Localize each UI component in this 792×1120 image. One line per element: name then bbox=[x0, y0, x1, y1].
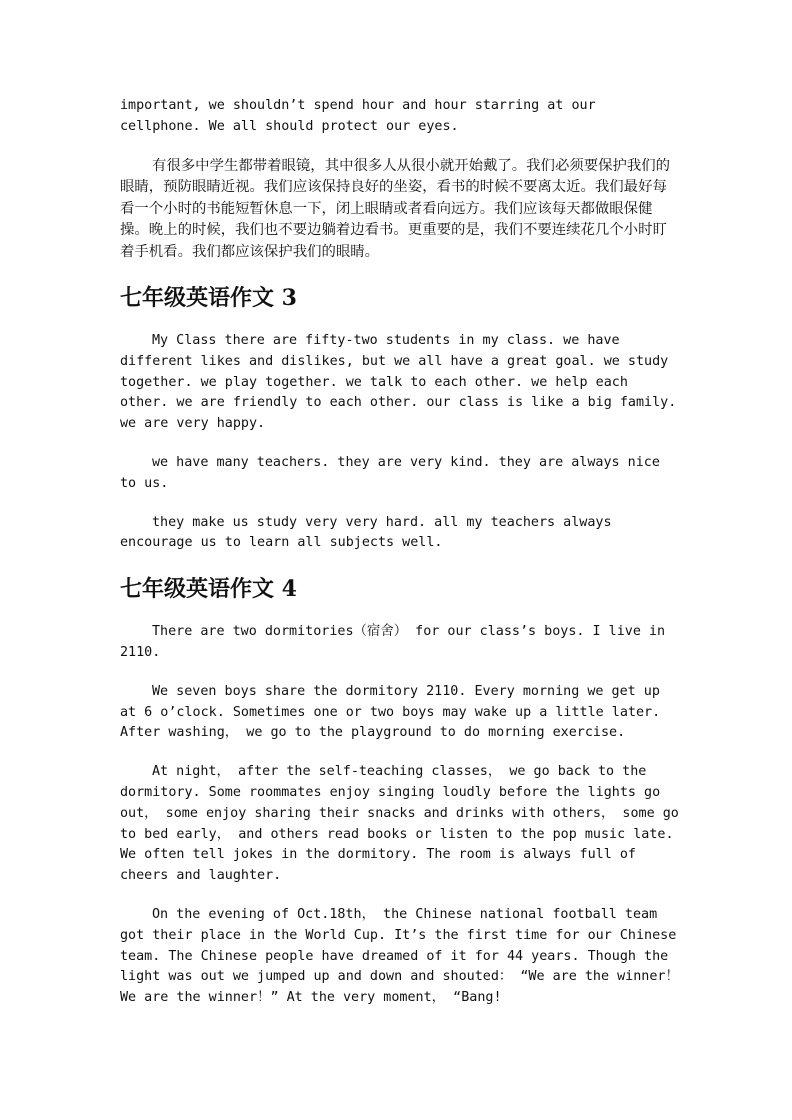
document-page bbox=[120, 96, 687, 1009]
section-heading: 七年级英语作文 3 bbox=[120, 285, 297, 312]
paragraph: At night， after the self-teaching classes， we go back to the dormitory. Some roommates enjoy singing loudly before the lights go out， some enjoy sharing their snacks and drinks with others， some go to bed early， and others read books or listen to the pop music late. We often tell jokes in the dormitory. The room is always full of cheers and laughter. bbox=[120, 764, 687, 884]
paragraph: On the evening of Oct.18th， the Chinese national football team got their place in the World Cup. It’s the first time for our Chinese team. The Chinese people have dreamed of it for 44 years. Though the light was out we jumped up and down and shouted： “We are the winner！ We are the winner！” At the very moment， “Bang! bbox=[120, 907, 687, 1006]
section-heading: 七年级英语作文 4 bbox=[120, 576, 297, 603]
paragraph: We seven boys share the dormitory 2110. Every morning we get up at 6 o’clock. Sometimes one or two boys may wake up a little later. After washing， we go to the playground to do morning exercise. bbox=[120, 683, 669, 741]
paragraph: we have many teachers. they are very kind. they are always nice to us. bbox=[120, 455, 668, 491]
paragraph: There are two dormitories（宿舍） for our class’s boys. I live in 2110. bbox=[120, 624, 674, 661]
paragraph: My Class there are fifty-two students in my class. we have different likes and dislikes, but we all have a great goal. we study together. we play together. we talk to each other. we help each other. we are friendly to each other. our class is like a big family. we are very happy. bbox=[120, 333, 685, 432]
chinese-paragraph: 有很多中学生都带着眼镜，其中很多人从很小就开始戴了。我们必须要保护我们的眼睛，预防眼睛近视。我们应该保持良好的坐姿，看书的时候不要离太近。我们最好每看一个小时的书能短暂休息一下，闭上眼睛或者看向远方。我们应该每天都做眼保健操。晚上的时候，我们也不要边躺着边看书。更重要的是，我们不要连续花几个小时盯着手机看。我们都应该保护我们的眼睛。 bbox=[120, 157, 671, 260]
paragraph: they make us study very very hard. all my teachers always encourage us to learn all subjects well. bbox=[120, 514, 620, 551]
paragraph: important, we shouldn’t spend hour and hour starring at our cellphone. We all should protect our eyes. bbox=[120, 98, 604, 134]
